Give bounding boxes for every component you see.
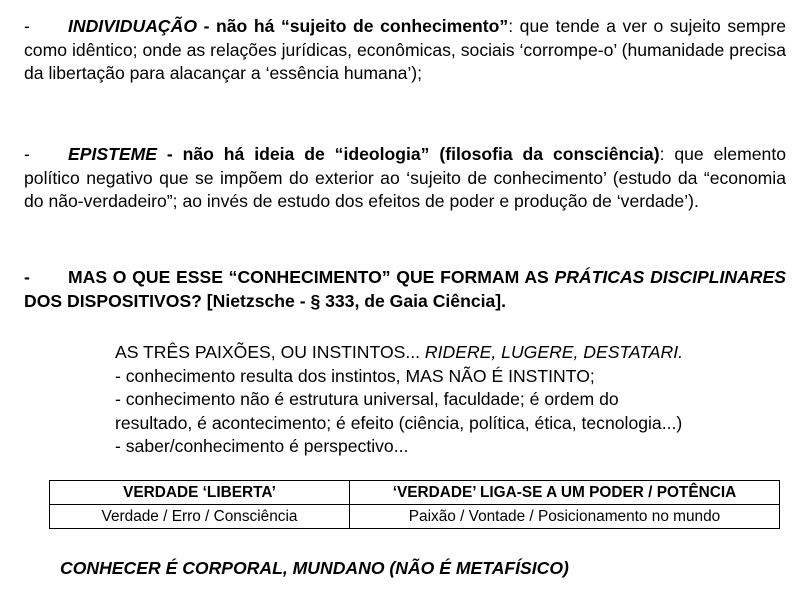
passions-heading: AS TRÊS PAIXÕES, OU INSTINTOS... [115, 342, 425, 362]
bullet-dash: - [24, 144, 30, 164]
body-text: : que elemento político negativo que se impõem do exterior ao ‘sujeito de conhecimento’ (estudo da “economia do não-verdadeiro”; ao invés de estudo dos efeitos de poder e produção de ‘verdade’). [24, 144, 786, 211]
question-part1: MAS O QUE ESSE “CONHECIMENTO” QUE FORMAM AS [68, 267, 555, 287]
indent-line-3: - conhecimento não é estrutura universal, faculdade; é ordem do [115, 389, 619, 409]
indent-line-2: - conhecimento resulta dos instintos, MAS NÃO É INSTINTO; [115, 365, 595, 386]
table-header-cell: ‘VERDADE’ LIGA-SE A UM PODER / POTÊNCIA [350, 481, 780, 505]
paragraph-episteme [24, 143, 786, 214]
indent-line-1 [115, 341, 785, 365]
table-header-row [50, 481, 780, 505]
term-individuacao: INDIVIDUAÇÃO [68, 16, 198, 36]
table-header-cell: VERDADE ‘LIBERTA’ [50, 481, 350, 505]
indent-line-5: - saber/conhecimento é perspectivo... [115, 436, 409, 456]
question-italic: PRÁTICAS DISCIPLINARES [554, 267, 786, 287]
conclusion-line: CONHECER É CORPORAL, MUNDANO (NÃO É METAFÍSICO) [60, 558, 569, 578]
lead-text: - não há ideia de “ideologia” (filosofia da consciência) [156, 144, 660, 164]
table-row [50, 505, 780, 529]
paragraph-individuacao [24, 15, 786, 86]
indented-block [115, 341, 785, 459]
bullet-dash: - [24, 16, 30, 36]
truth-table [49, 480, 780, 529]
table-cell: Verdade / Erro / Consciência [50, 505, 350, 529]
lead-text: - não há “sujeito de conhecimento” [197, 16, 509, 36]
term-episteme: EPISTEME [68, 144, 157, 164]
question-part2: DOS DISPOSITIVOS? [Nietzsche - § 333, de Gaia Ciência]. [24, 290, 507, 311]
paragraph-question [24, 266, 786, 313]
indent-line-4: resultado, é acontecimento; é efeito (ciência, política, ética, tecnologia...) [115, 412, 683, 433]
bullet-dash: - [24, 267, 30, 287]
table-cell: Paixão / Vontade / Posicionamento no mundo [350, 505, 780, 529]
passions-latin: RIDERE, LUGERE, DESTATARI. [424, 342, 684, 362]
body-text: : que tende a ver o sujeito sempre como idêntico; onde as relações jurídicas, econômicas, sociais ‘corrompe-o’ (humanidade precisa da libertação para alacançar a ‘essência humana’); [24, 16, 786, 83]
